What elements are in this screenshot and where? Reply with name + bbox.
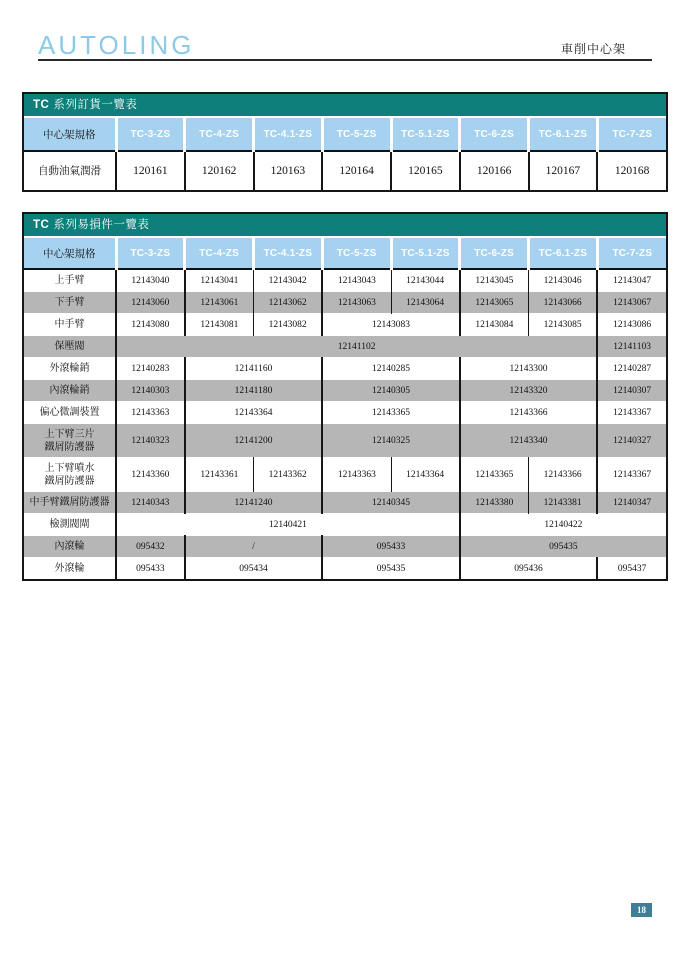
part-number-cell: 12141240 [185,492,323,514]
part-label-cell: 自動油氣潤滑 [24,151,116,190]
table-row [24,314,666,336]
model-header-cell: TC-4.1-ZS [254,118,323,151]
part-number-cell: 12143046 [529,269,598,292]
table-row [24,558,666,580]
part-number-cell: 12140285 [322,358,460,380]
model-header-cell: TC-6-ZS [460,118,529,151]
part-number-cell: 12140345 [322,492,460,514]
parts-table-title [24,214,666,238]
table-row [24,358,666,380]
part-number-cell: 12141200 [185,424,323,458]
part-number-cell: 12143066 [529,292,598,314]
table-row [24,424,666,458]
part-number-cell: 120164 [322,151,391,190]
part-number-cell: 12140421 [116,514,460,536]
model-header-cell: TC-5.1-ZS [391,118,460,151]
part-number-cell: 12141103 [597,336,666,358]
part-number-cell: 12143363 [116,402,185,424]
part-number-cell: 12143365 [460,458,529,492]
part-number-cell: 12143064 [391,292,460,314]
part-number-cell: 12140347 [597,492,666,514]
part-number-cell: 12143062 [254,292,323,314]
part-number-cell: 12143320 [460,380,598,402]
table-row [24,292,666,314]
part-number-cell: 12143083 [322,314,460,336]
part-number-cell: 12140305 [322,380,460,402]
model-header-cell: TC-5-ZS [322,238,391,269]
model-header-cell: TC-6.1-ZS [529,118,598,151]
table-row [24,402,666,424]
part-number-cell: 12143364 [391,458,460,492]
model-header-cell: TC-3-ZS [116,238,185,269]
part-number-cell: 095436 [460,558,598,580]
part-label-cell: 內滾輪銷 [24,380,116,402]
part-number-cell: 12143085 [529,314,598,336]
part-number-cell: 120162 [185,151,254,190]
table-row [24,458,666,492]
part-label-cell: 上手臂 [24,269,116,292]
brand-logo: AUTOLING [38,30,195,60]
part-label-cell: 中手臂鐵屑防護器 [24,492,116,514]
part-number-cell: 12143041 [185,269,254,292]
table-row [24,380,666,402]
part-number-cell: 120166 [460,151,529,190]
table-row [24,514,666,536]
part-label-cell: 保壓閥 [24,336,116,358]
part-number-cell: 12143366 [529,458,598,492]
part-label-cell: 上下臂噴水 鐵屑防護器 [24,458,116,492]
spec-header-cell: 中心架規格 [24,118,116,151]
part-number-cell: 12143366 [460,402,598,424]
part-number-cell: 12143360 [116,458,185,492]
part-number-cell: 12143081 [185,314,254,336]
header-divider [38,59,652,61]
part-number-cell: 12143082 [254,314,323,336]
part-number-cell: 12143060 [116,292,185,314]
order-table-title [24,94,666,118]
part-number-cell: 095434 [185,558,323,580]
part-number-cell: 12140287 [597,358,666,380]
part-number-cell: 12140343 [116,492,185,514]
header-row [24,238,666,269]
part-number-cell: 12141180 [185,380,323,402]
part-number-cell: 120167 [529,151,598,190]
page-number-badge: 18 [631,903,652,917]
part-number-cell: 12143040 [116,269,185,292]
part-number-cell: 12143045 [460,269,529,292]
part-number-cell: 095435 [322,558,460,580]
part-number-cell: 12143364 [185,402,323,424]
order-table [24,118,666,190]
part-number-cell: 120163 [254,151,323,190]
part-number-cell: 12143362 [254,458,323,492]
parts-table-section [22,212,668,581]
part-number-cell: 095433 [322,536,460,558]
part-number-cell: 12143080 [116,314,185,336]
part-label-cell: 內滾輪 [24,536,116,558]
part-label-cell: 偏心微調裝置 [24,402,116,424]
part-number-cell: 095435 [460,536,666,558]
part-number-cell: 12143042 [254,269,323,292]
part-number-cell: 12143044 [391,269,460,292]
part-number-cell: 12143300 [460,358,598,380]
model-header-cell: TC-5.1-ZS [391,238,460,269]
model-header-cell: TC-4-ZS [185,238,254,269]
part-number-cell: 12143367 [597,458,666,492]
table-row [24,336,666,358]
part-number-cell: 12143084 [460,314,529,336]
part-number-cell: 12143061 [185,292,254,314]
part-label-cell: 外滾輪 [24,558,116,580]
part-number-cell: 12143365 [322,402,460,424]
part-number-cell: 120168 [597,151,666,190]
part-number-cell: 120165 [391,151,460,190]
part-label-cell: 上下臂三片 鐵屑防護器 [24,424,116,458]
part-number-cell: 12140307 [597,380,666,402]
part-number-cell: 12143367 [597,402,666,424]
part-number-cell: 12140303 [116,380,185,402]
part-number-cell: 12141160 [185,358,323,380]
parts-table [24,238,666,579]
table-row [24,151,666,190]
table-row [24,492,666,514]
parts-table-title-prefix: TC [33,219,50,231]
model-header-cell: TC-4-ZS [185,118,254,151]
part-number-cell: 12143043 [322,269,391,292]
model-header-cell: TC-3-ZS [116,118,185,151]
page-section-title: 車削中心架 [560,42,626,56]
order-table-title-text: 系列訂貨一覽表 [53,99,138,111]
part-number-cell: 120161 [116,151,185,190]
part-number-cell: 12140325 [322,424,460,458]
part-number-cell: / [185,536,323,558]
part-number-cell: 12140327 [597,424,666,458]
model-header-cell: TC-7-ZS [597,118,666,151]
part-label-cell: 外滾輪銷 [24,358,116,380]
part-number-cell: 12143363 [322,458,391,492]
part-number-cell: 12143361 [185,458,254,492]
part-number-cell: 12143065 [460,292,529,314]
part-number-cell: 12143381 [529,492,598,514]
parts-table-title-text: 系列易損件一覽表 [53,219,150,231]
part-number-cell: 12140283 [116,358,185,380]
part-number-cell: 12143340 [460,424,598,458]
part-number-cell: 095432 [116,536,185,558]
part-label-cell: 中手臂 [24,314,116,336]
part-number-cell: 12143067 [597,292,666,314]
model-header-cell: TC-5-ZS [322,118,391,151]
model-header-cell: TC-4.1-ZS [254,238,323,269]
part-label-cell: 檢測閥閘 [24,514,116,536]
part-number-cell: 12141102 [116,336,597,358]
model-header-cell: TC-6-ZS [460,238,529,269]
order-table-section [22,92,668,192]
part-number-cell: 095437 [597,558,666,580]
part-number-cell: 12143380 [460,492,529,514]
order-table-title-prefix: TC [33,99,50,111]
spec-header-cell: 中心架規格 [24,238,116,269]
header-row [24,118,666,151]
part-number-cell: 12140422 [460,514,666,536]
part-number-cell: 12143063 [322,292,391,314]
table-row [24,269,666,292]
part-number-cell: 12143047 [597,269,666,292]
part-label-cell: 下手臂 [24,292,116,314]
model-header-cell: TC-6.1-ZS [529,238,598,269]
part-number-cell: 095433 [116,558,185,580]
model-header-cell: TC-7-ZS [597,238,666,269]
table-row [24,536,666,558]
part-number-cell: 12143086 [597,314,666,336]
part-number-cell: 12140323 [116,424,185,458]
